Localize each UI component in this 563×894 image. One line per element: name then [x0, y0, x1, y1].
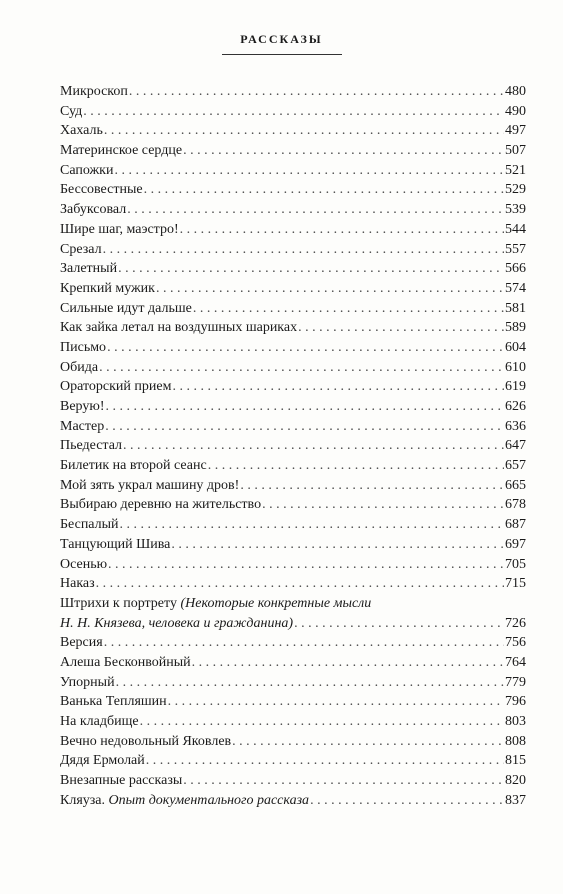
toc-entry	[60, 397, 526, 417]
toc-entry-title-text: Залетный	[60, 261, 118, 277]
toc-entry-line	[60, 318, 526, 338]
toc-entry-page: 647	[505, 438, 526, 454]
toc-entry-title	[60, 732, 231, 752]
toc-entry-line	[60, 633, 526, 653]
table-of-contents	[60, 82, 526, 810]
toc-entry-title	[60, 791, 309, 811]
toc-entry-title	[60, 417, 104, 437]
leader-dots	[103, 240, 504, 260]
toc-entry-page: 619	[505, 379, 526, 395]
toc-entry-title-text: Ораторский прием	[60, 379, 172, 395]
leader-dots	[108, 555, 504, 575]
toc-entry-line	[60, 673, 526, 693]
toc-entry-page: 610	[505, 359, 526, 375]
toc-entry	[60, 574, 526, 594]
leader-dots	[171, 535, 504, 555]
leader-dots	[192, 653, 504, 673]
toc-entry-line	[60, 791, 526, 811]
toc-entry	[60, 417, 526, 437]
toc-entry-line	[60, 240, 526, 260]
toc-entry	[60, 712, 526, 732]
toc-entry-title-text: На кладбище	[60, 714, 139, 729]
leader-dots	[129, 82, 504, 102]
toc-entry	[60, 456, 526, 476]
toc-entry	[60, 338, 526, 358]
toc-entry-title-text: Вечно недовольный Яковлев	[60, 733, 232, 749]
toc-entry-title	[60, 594, 371, 614]
toc-entry-page: 626	[505, 399, 526, 414]
running-header	[0, 32, 563, 55]
toc-entry-title-text: Сапожки	[60, 162, 114, 178]
toc-entry	[60, 653, 526, 673]
leader-dots	[120, 515, 504, 535]
toc-entry-page: 636	[505, 418, 526, 434]
toc-entry-title-text: Внезапные рассказы	[60, 773, 183, 789]
toc-entry-line	[60, 200, 526, 220]
toc-entry-title-text: Письмо	[60, 339, 107, 355]
toc-entry	[60, 102, 526, 122]
leader-dots	[172, 377, 504, 397]
toc-entry-title	[60, 259, 117, 279]
toc-entry-title	[60, 180, 143, 200]
toc-entry-line	[60, 338, 526, 358]
leader-dots	[240, 476, 504, 496]
toc-entry-title-text: Суд	[60, 103, 83, 119]
toc-entry-line	[60, 732, 526, 752]
toc-entry-page: 544	[505, 221, 526, 237]
leader-dots	[193, 299, 504, 319]
toc-entry-page: 521	[505, 162, 526, 178]
toc-entry	[60, 673, 526, 693]
toc-entry-title-text: Алеша Бесконвойный	[60, 654, 191, 670]
toc-entry-page: 837	[505, 792, 526, 808]
leader-dots	[310, 791, 504, 811]
toc-entry-line	[60, 377, 526, 397]
toc-entry-title-text: Мой зять украл машину дров!	[60, 477, 240, 493]
toc-entry-line	[60, 535, 526, 555]
leader-dots	[298, 318, 504, 338]
toc-entry-page: 566	[505, 261, 526, 277]
leader-dots	[105, 417, 504, 437]
toc-entry-page: 490	[505, 103, 526, 119]
toc-entry-page: 678	[505, 497, 526, 513]
toc-entry-title-text: Хахаль	[60, 123, 103, 139]
toc-entry-line	[60, 574, 526, 594]
toc-entry-title	[60, 240, 102, 260]
toc-entry-line	[60, 495, 526, 515]
section-title: РАССКАЗЫ	[240, 32, 323, 46]
toc-entry-page: 726	[505, 615, 526, 631]
toc-entry-subtitle: (Некоторые конкретные мысли	[180, 595, 372, 611]
toc-entry	[60, 161, 526, 181]
leader-dots	[107, 338, 504, 358]
toc-entry-title	[60, 495, 261, 515]
toc-entry-title	[60, 358, 98, 378]
toc-entry-title	[60, 633, 103, 653]
toc-entry-title-text: Шире шаг, маэстро!	[60, 221, 179, 237]
toc-entry-page: 687	[505, 517, 526, 533]
toc-entry-title-text: Срезал	[60, 241, 102, 257]
toc-entry-title	[60, 102, 82, 122]
toc-entry	[60, 299, 526, 319]
toc-entry-line	[60, 751, 526, 771]
leader-dots	[183, 141, 504, 161]
toc-entry	[60, 141, 526, 161]
toc-entry-title	[60, 279, 155, 299]
toc-entry	[60, 259, 526, 279]
leader-dots	[262, 495, 504, 515]
toc-entry-title	[60, 673, 115, 693]
toc-entry-line	[60, 220, 526, 240]
toc-entry-page: 796	[505, 694, 526, 710]
toc-entry-title-text: Выбираю деревню на жительство	[60, 497, 262, 513]
header-divider	[222, 54, 342, 55]
toc-entry-line	[60, 141, 526, 161]
toc-entry-title	[60, 141, 182, 161]
toc-entry-page: 574	[505, 280, 526, 296]
leader-dots	[96, 574, 504, 594]
toc-entry-line	[60, 712, 526, 732]
toc-entry-title	[60, 653, 191, 673]
toc-entry-line	[60, 82, 526, 102]
leader-dots	[232, 732, 504, 752]
leader-dots	[114, 161, 504, 181]
leader-dots	[116, 673, 504, 693]
toc-entry-title-text: Ванька Тепляшин	[60, 694, 167, 710]
toc-entry	[60, 436, 526, 456]
toc-entry-title	[60, 751, 145, 771]
toc-entry	[60, 732, 526, 752]
toc-entry-title	[60, 692, 167, 712]
toc-entry-title-text: Как зайка летал на воздушных шариках	[60, 320, 298, 336]
toc-entry-title	[60, 161, 113, 181]
toc-entry	[60, 240, 526, 260]
toc-entry-title-text: Кляуза.	[60, 792, 106, 808]
toc-entry-title-text: Крепкий мужик	[60, 280, 155, 296]
toc-entry-title-text: Осенью	[60, 556, 108, 572]
toc-entry-title-text: Мастер	[60, 418, 105, 434]
toc-entry-title	[60, 82, 128, 102]
toc-entry-line	[60, 456, 526, 476]
toc-entry-line	[60, 692, 526, 712]
toc-entry-page: 820	[505, 773, 526, 789]
toc-entry-page: 764	[505, 654, 526, 670]
toc-entry	[60, 318, 526, 338]
toc-entry-page: 497	[505, 123, 526, 139]
toc-entry	[60, 594, 526, 633]
toc-entry-title-text: Пьедестал	[60, 438, 123, 454]
toc-entry-page: 581	[505, 300, 526, 316]
toc-entry-page: 808	[505, 733, 526, 749]
toc-entry	[60, 495, 526, 515]
toc-entry-title	[60, 397, 105, 417]
leader-dots	[168, 692, 504, 712]
toc-entry-page: 815	[505, 753, 526, 769]
toc-entry-page: 539	[505, 202, 526, 218]
toc-entry-line	[60, 299, 526, 319]
toc-entry-line	[60, 515, 526, 535]
toc-entry-line	[60, 121, 526, 141]
toc-entry-title-text: Штрихи к портрету	[60, 595, 177, 611]
toc-entry-title	[60, 712, 139, 732]
leader-dots	[106, 397, 505, 417]
toc-entry-page: 697	[505, 536, 526, 552]
toc-entry	[60, 358, 526, 378]
toc-entry-line	[60, 614, 526, 634]
toc-entry-title-text: Сильные идут дальше	[60, 300, 192, 316]
toc-entry	[60, 633, 526, 653]
toc-entry-title-text: Билетик на второй сеанс	[60, 458, 207, 474]
toc-entry-line	[60, 259, 526, 279]
toc-entry-line	[60, 397, 526, 417]
toc-entry	[60, 121, 526, 141]
toc-entry-title	[60, 574, 95, 594]
toc-entry-title	[60, 456, 207, 476]
toc-entry-title-text: Забуксовал	[60, 202, 127, 218]
leader-dots	[294, 614, 504, 634]
toc-entry-page: 604	[505, 339, 526, 355]
toc-entry-title	[60, 200, 126, 220]
toc-entry-line	[60, 653, 526, 673]
toc-entry	[60, 771, 526, 791]
leader-dots	[127, 200, 504, 220]
toc-entry	[60, 791, 526, 811]
toc-entry-line	[60, 594, 526, 614]
toc-entry	[60, 377, 526, 397]
toc-entry-page: 589	[505, 320, 526, 336]
toc-entry-title	[60, 377, 171, 397]
toc-entry-page: 529	[505, 182, 526, 198]
leader-dots	[118, 259, 504, 279]
toc-entry-line	[60, 476, 526, 496]
toc-entry-line	[60, 180, 526, 200]
toc-entry-line	[60, 102, 526, 122]
toc-entry-title	[60, 476, 239, 496]
leader-dots	[83, 102, 504, 122]
toc-entry-line	[60, 358, 526, 378]
toc-entry-page: 507	[505, 143, 526, 159]
leader-dots	[104, 121, 504, 141]
toc-entry-line	[60, 555, 526, 575]
toc-entry-page: 779	[505, 674, 526, 690]
toc-entry-title-text: Обида	[60, 359, 99, 375]
toc-entry	[60, 692, 526, 712]
leader-dots	[156, 279, 504, 299]
leader-dots	[183, 771, 504, 791]
leader-dots	[99, 358, 504, 378]
toc-entry-title	[60, 771, 182, 791]
toc-entry	[60, 82, 526, 102]
toc-entry-title	[60, 436, 122, 456]
toc-entry-page: 803	[505, 714, 526, 729]
toc-entry-title	[60, 220, 179, 240]
leader-dots	[144, 180, 504, 200]
leader-dots	[208, 456, 504, 476]
leader-dots	[104, 633, 504, 653]
toc-entry-line	[60, 279, 526, 299]
toc-entry-title	[60, 515, 119, 535]
toc-entry-title	[60, 555, 107, 575]
toc-entry-title	[60, 299, 192, 319]
toc-entry-page: 715	[505, 576, 526, 592]
toc-entry-title-text: Версия	[60, 635, 103, 651]
toc-entry	[60, 515, 526, 535]
leader-dots	[140, 712, 504, 732]
toc-entry	[60, 476, 526, 496]
toc-entry-line	[60, 161, 526, 181]
toc-entry-page: 705	[505, 556, 526, 572]
toc-entry	[60, 535, 526, 555]
toc-entry-title-text: Наказ	[60, 576, 95, 592]
toc-entry-subtitle: Н. Н. Князева, человека и гражданина)	[60, 615, 294, 631]
toc-entry-page: 665	[505, 477, 526, 493]
toc-entry	[60, 555, 526, 575]
toc-entry-title-text: Беспалый	[60, 517, 119, 533]
toc-entry-title-text: Дядя Ермолай	[60, 753, 145, 769]
leader-dots	[180, 220, 504, 240]
leader-dots	[123, 436, 504, 456]
toc-entry-title	[60, 121, 103, 141]
toc-entry-title-text: Упорный	[60, 674, 115, 690]
toc-entry-page: 756	[505, 635, 526, 651]
toc-entry-title-text: Материнское сердце	[60, 143, 183, 159]
toc-entry-page: 480	[505, 84, 526, 99]
toc-entry-line	[60, 436, 526, 456]
toc-entry-title-text: Микроскоп	[60, 84, 128, 99]
toc-entry	[60, 279, 526, 299]
toc-entry-title	[60, 535, 170, 555]
leader-dots	[146, 751, 504, 771]
toc-entry	[60, 180, 526, 200]
toc-entry-title-text: Верую!	[60, 399, 105, 414]
toc-entry-page: 557	[505, 241, 526, 257]
toc-entry-title	[60, 318, 297, 338]
toc-entry-title-text: Бессовестные	[60, 182, 143, 198]
toc-entry-line	[60, 771, 526, 791]
toc-entry	[60, 751, 526, 771]
toc-entry-title-text: Танцующий Шива	[60, 536, 171, 552]
toc-entry-subtitle: Опыт документального рассказа	[108, 792, 310, 808]
toc-entry	[60, 200, 526, 220]
toc-entry-page: 657	[505, 458, 526, 474]
toc-entry-title	[60, 338, 106, 358]
toc-entry	[60, 220, 526, 240]
toc-entry-line	[60, 417, 526, 437]
